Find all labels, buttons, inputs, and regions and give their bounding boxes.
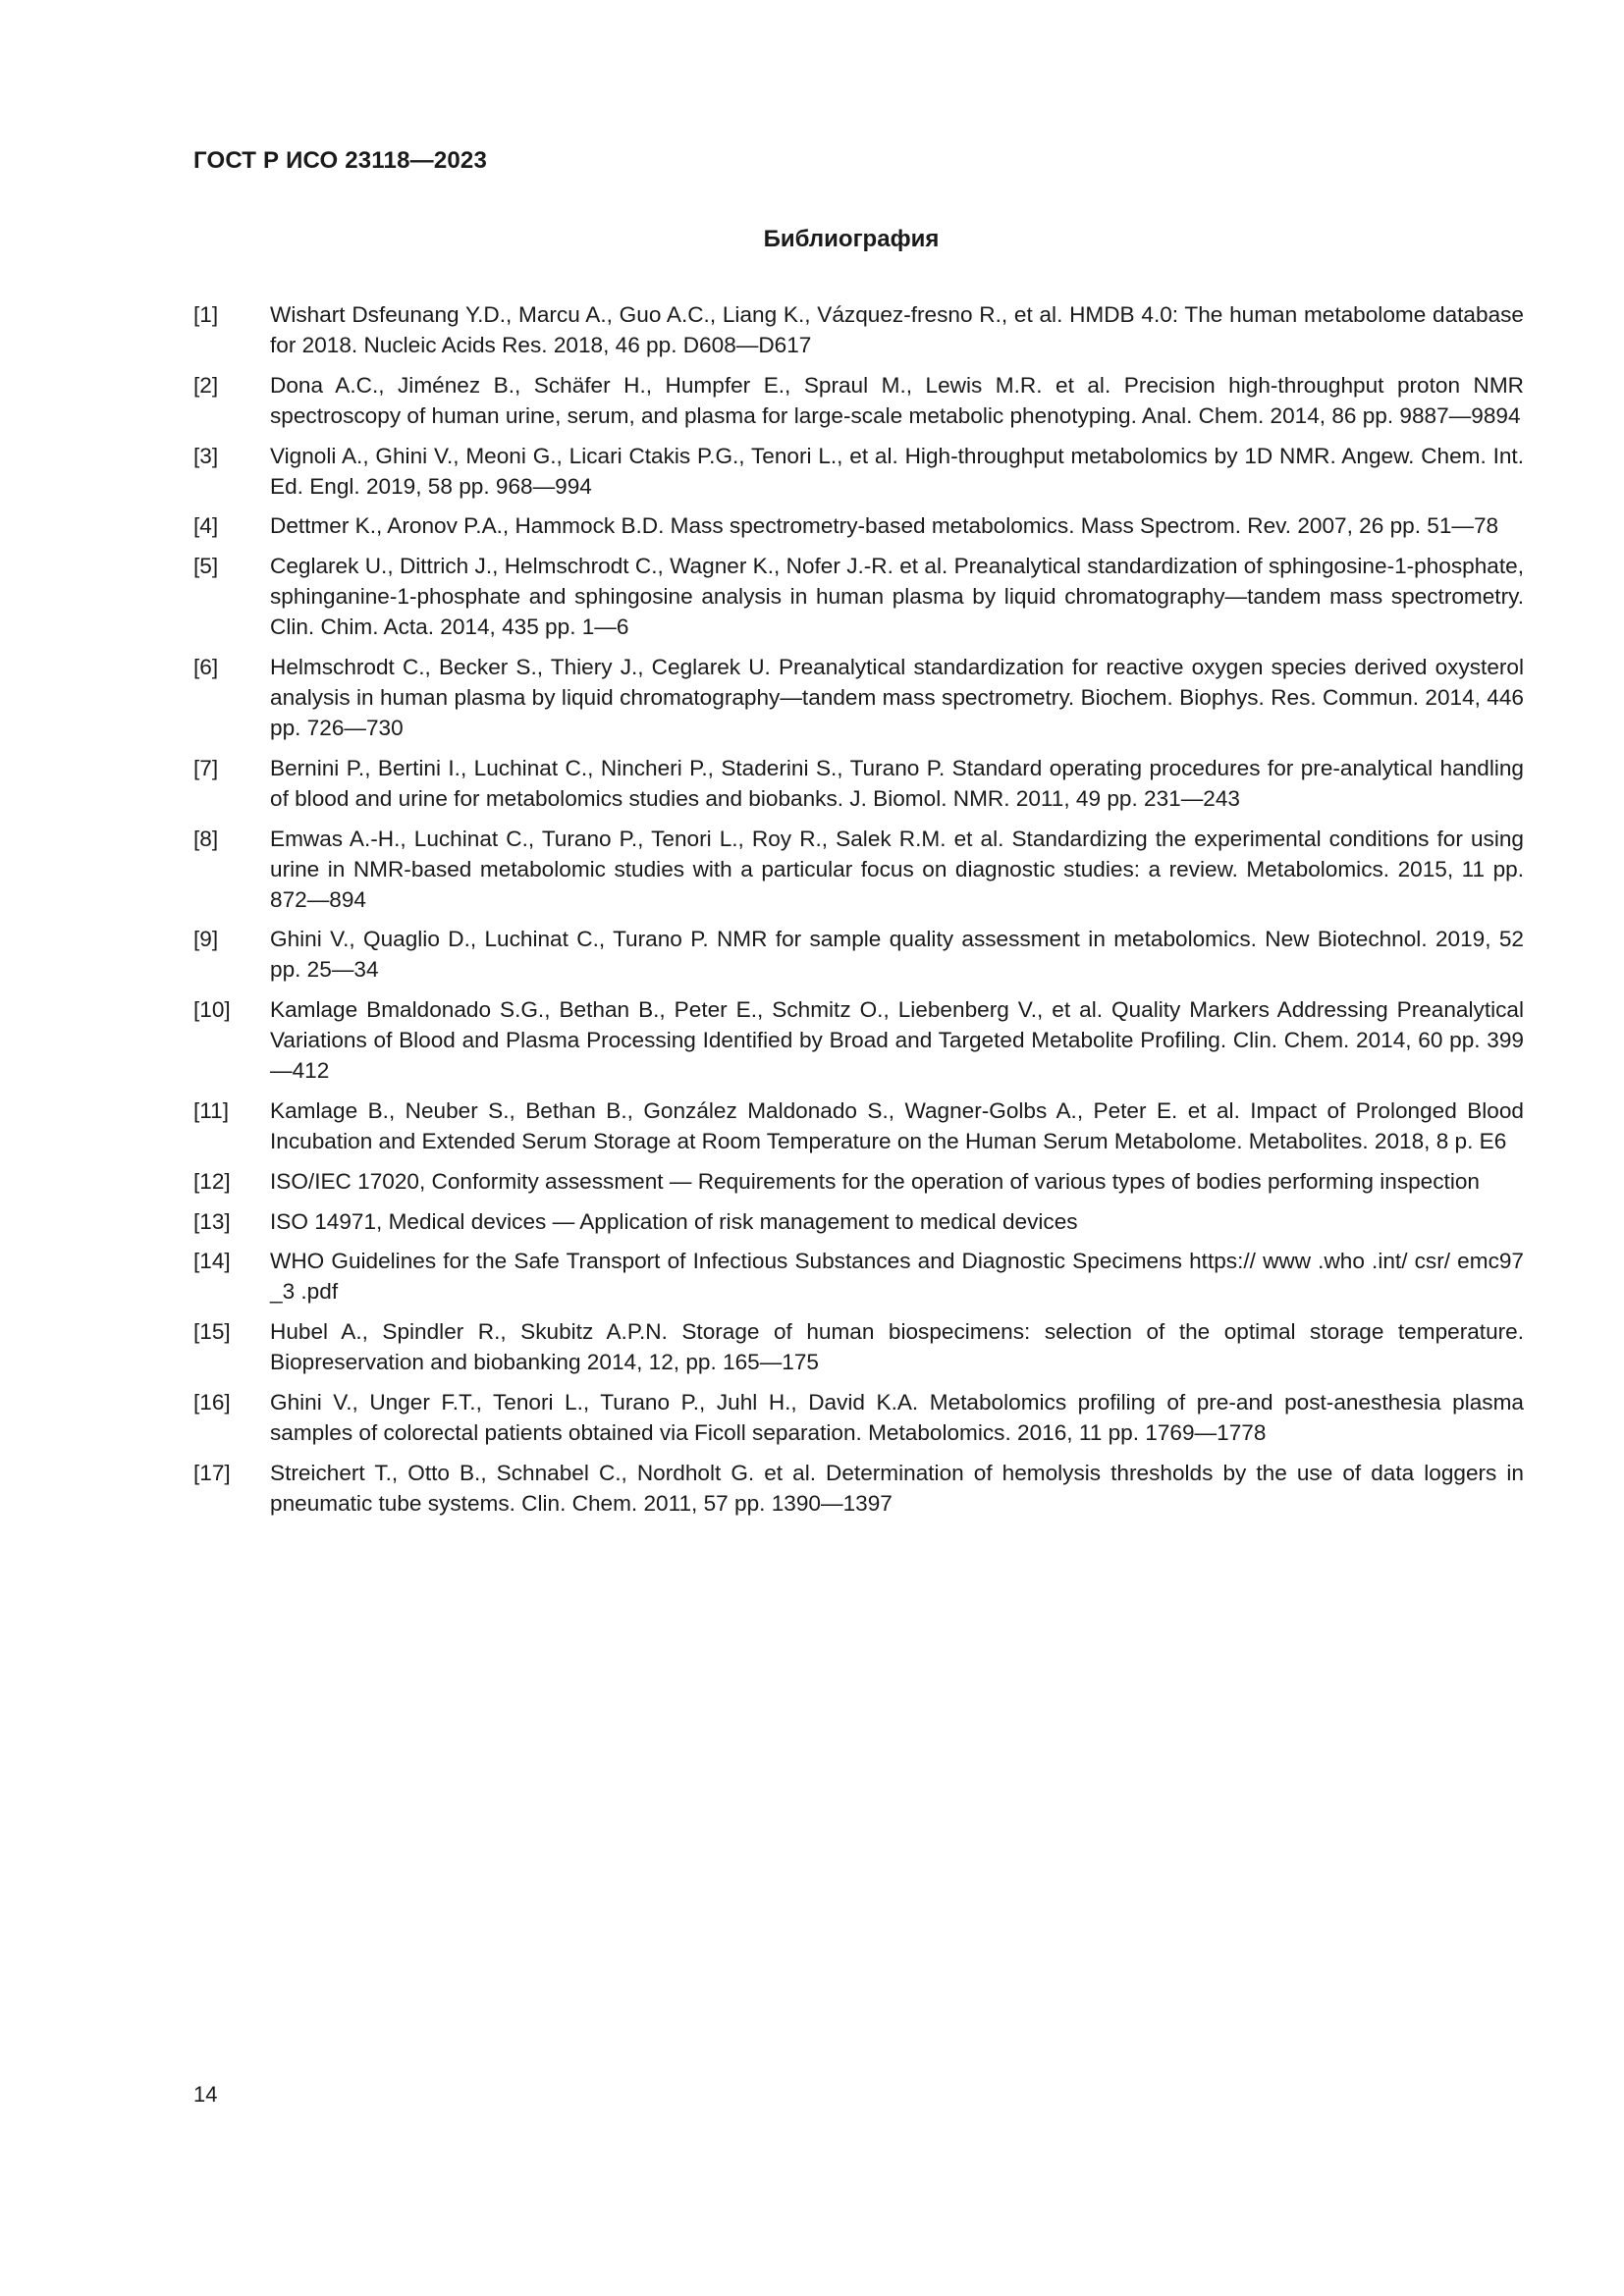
entry-citation: Kamlage Bmaldonado S.G., Bethan B., Peter E., Schmitz O., Liebenberg V., et al. Quality Markers Addressing Preanalytical Variations of Blood and Plasma Processing Identified by Broad and Targeted Metabolite Profiling. Clin. Chem. 2014, 60 pp. 399—412: [270, 997, 1524, 1084]
entry-number: [8]: [193, 826, 219, 851]
entry-number: [1]: [193, 302, 219, 327]
entry-citation: Emwas A.-H., Luchinat C., Turano P., Tenori L., Roy R., Salek R.M. et al. Standardizing the experimental conditions for using urine in NMR-based metabolomic studies with a particular focus on diagnostic studies: a review. Metabolomics. 2015, 11 pp. 872—894: [270, 826, 1524, 912]
entry-number: [2]: [193, 372, 219, 398]
entry-citation: Dona A.C., Jiménez B., Schäfer H., Humpfer E., Spraul M., Lewis M.R. et al. Precision high-throughput proton NMR spectroscopy of human urine, serum, and plasma for large-scale metabolic phenotyping. Anal. Chem. 2014, 86 pp. 9887—9894: [270, 372, 1524, 428]
bibliography-entry: [193, 299, 1524, 360]
entry-number: [3]: [193, 443, 219, 468]
bibliography-entry: [193, 1095, 1524, 1156]
entry-number: [17]: [193, 1460, 231, 1485]
entry-number: [11]: [193, 1097, 230, 1123]
bibliography-entry: [193, 652, 1524, 743]
entry-citation: Bernini P., Bertini I., Luchinat C., Nincheri P., Staderini S., Turano P. Standard operating procedures for pre-analytical handling of blood and urine for metabolomics studies and biobanks. J. Biomol. NMR. 2011, 49 pp. 231—243: [270, 755, 1524, 811]
page-number: 14: [193, 2082, 218, 2107]
entry-citation: Kamlage B., Neuber S., Bethan B., González Maldonado S., Wagner-Golbs A., Peter E. et al. Impact of Prolonged Blood Incubation and Extended Serum Storage at Room Temperature on the Human Serum Metabolome. Metabolites. 2018, 8 p. E6: [270, 1097, 1524, 1153]
bibliography-entry: [193, 1316, 1524, 1377]
entry-number: [12]: [193, 1168, 231, 1194]
entry-citation: Wishart Dsfeunang Y.D., Marcu A., Guo A.C., Liang K., Vázquez-fresno R., et al. HMDB 4.0: The human metabolome database for 2018. Nucleic Acids Res. 2018, 46 pp. D608—D617: [270, 302, 1524, 357]
bibliography-entry: [193, 551, 1524, 642]
entry-number: [6]: [193, 654, 219, 679]
entry-citation: ISO 14971, Medical devices — Application of risk management to medical devices: [270, 1208, 1078, 1234]
entry-number: [13]: [193, 1208, 231, 1234]
bibliography-entry: [193, 1458, 1524, 1519]
bibliography-entry: [193, 370, 1524, 431]
entry-number: [4]: [193, 513, 219, 539]
bibliography-entry: [193, 1166, 1524, 1197]
entry-citation: Vignoli A., Ghini V., Meoni G., Licari Ctakis P.G., Tenori L., et al. High-throughput metabolomics by 1D NMR. Angew. Chem. Int. Ed. Engl. 2019, 58 pp. 968—994: [270, 443, 1524, 499]
bibliography-entry: [193, 1387, 1524, 1448]
entry-citation: Helmschrodt C., Becker S., Thiery J., Ceglarek U. Preanalytical standardization for reactive oxygen species derived oxysterol analysis in human plasma by liquid chromatography—tandem mass spectrometry. Biochem. Biophys. Res. Commun. 2014, 446 pp. 726—730: [270, 654, 1524, 740]
entry-number: [9]: [193, 927, 219, 952]
entry-citation: Dettmer K., Aronov P.A., Hammock B.D. Mass spectrometry-based metabolomics. Mass Spectrom. Rev. 2007, 26 pp. 51—78: [270, 513, 1499, 539]
bibliography-entry: [193, 924, 1524, 985]
bibliography-entry: [193, 1206, 1524, 1237]
entry-citation: Ghini V., Quaglio D., Luchinat C., Turano P. NMR for sample quality assessment in metabolomics. New Biotechnol. 2019, 52 pp. 25—34: [270, 927, 1524, 983]
entry-citation: Streichert T., Otto B., Schnabel C., Nordholt G. et al. Determination of hemolysis thresholds by the use of data loggers in pneumatic tube systems. Clin. Chem. 2011, 57 pp. 1390—1397: [270, 1460, 1524, 1516]
bibliography-list: [193, 299, 1524, 1528]
bibliography-entry: [193, 1246, 1524, 1307]
entry-citation: WHO Guidelines for the Safe Transport of Infectious Substances and Diagnostic Specimens https:// www .who .int/ csr/ emc97 _3 .pdf: [270, 1249, 1524, 1305]
entry-citation: Ceglarek U., Dittrich J., Helmschrodt C., Wagner K., Nofer J.-R. et al. Preanalytical standardization of sphingosine-1-phosphate, sphinganine-1-phosphate and sphingosine analysis in human plasma by liquid chromatography—tandem mass spectrometry. Clin. Chim. Acta. 2014, 435 pp. 1—6: [270, 554, 1524, 640]
bibliography-entry: [193, 994, 1524, 1086]
entry-number: [5]: [193, 554, 219, 579]
bibliography-entry: [193, 753, 1524, 814]
bibliography-entry: [193, 824, 1524, 915]
document-header: ГОСТ Р ИСО 23118—2023: [193, 147, 488, 174]
entry-number: [15]: [193, 1319, 231, 1345]
entry-number: [14]: [193, 1249, 231, 1274]
section-title: Библиография: [763, 226, 940, 252]
entry-number: [7]: [193, 755, 219, 780]
bibliography-entry: [193, 441, 1524, 502]
entry-citation: ISO/IEC 17020, Conformity assessment — Requirements for the operation of various types of bodies performing inspection: [270, 1168, 1480, 1194]
entry-citation: Ghini V., Unger F.T., Tenori L., Turano P., Juhl H., David K.A. Metabolomics profiling of pre-and post-anesthesia plasma samples of colorectal patients obtained via Ficoll separation. Metabolomics. 2016, 11 pp. 1769—1778: [270, 1389, 1524, 1445]
entry-number: [10]: [193, 997, 231, 1023]
entry-number: [16]: [193, 1389, 231, 1415]
entry-citation: Hubel A., Spindler R., Skubitz A.P.N. Storage of human biospecimens: selection of the optimal storage temperature. Biopreservation and biobanking 2014, 12, pp. 165—175: [270, 1319, 1524, 1375]
bibliography-entry: [193, 510, 1524, 541]
